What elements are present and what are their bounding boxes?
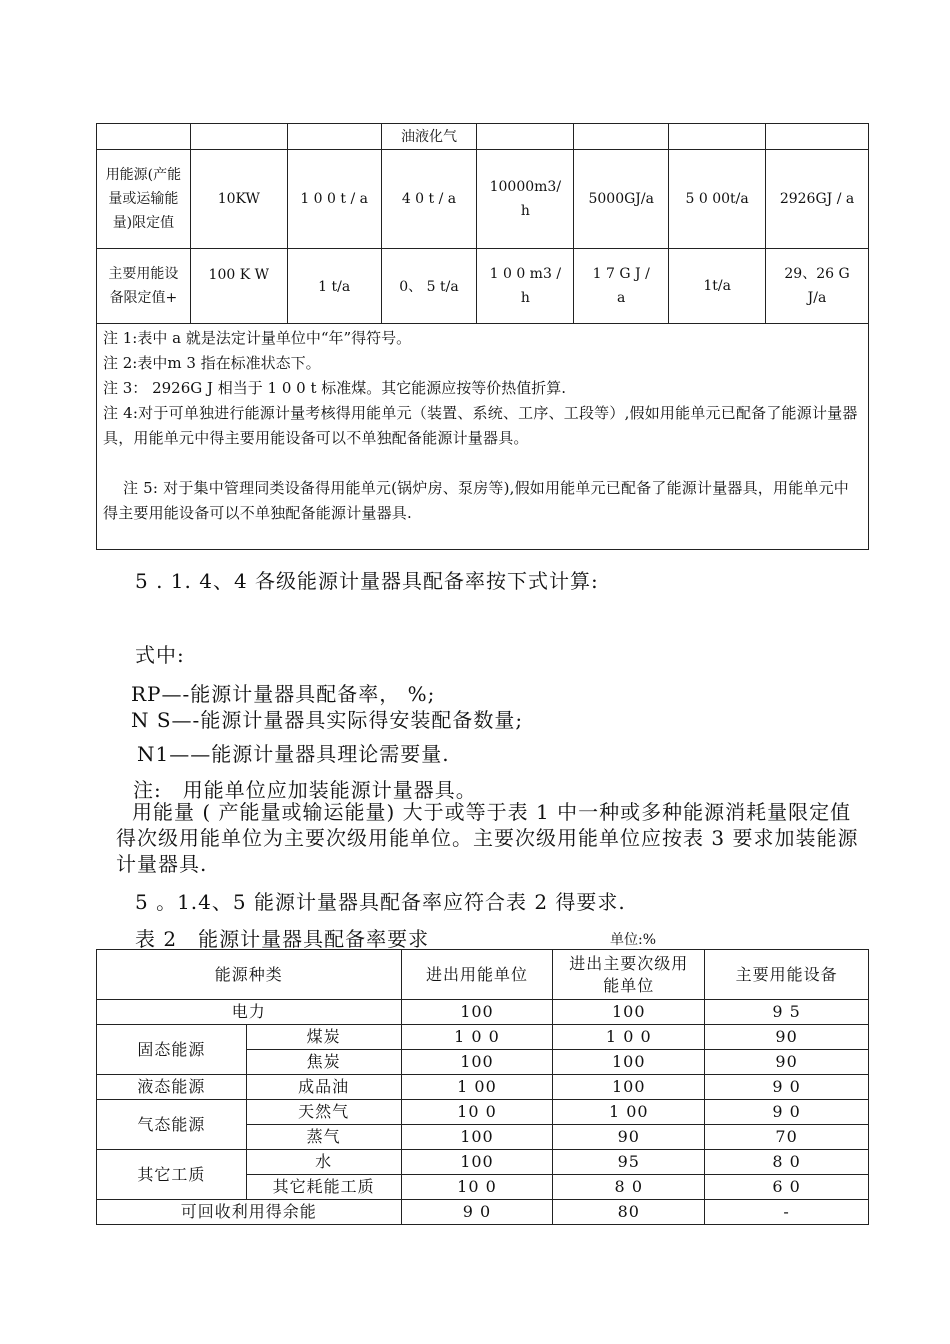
table1-cell: [669, 124, 766, 150]
energy-group: 可回收利用得余能: [97, 1200, 402, 1225]
table1-cell: 1 0 0 t / a: [287, 150, 381, 249]
table1-cell: 29、26 G J/a: [766, 249, 869, 324]
energy-group: 其它工质: [97, 1150, 247, 1200]
table1-cell: [574, 124, 669, 150]
energy-subtype: 煤炭: [246, 1025, 401, 1050]
table1-cell: 0、 5 t/a: [381, 249, 477, 324]
table1-cell: 1t/a: [669, 249, 766, 324]
value-cell: 9 0: [705, 1075, 869, 1100]
table1-row-limit: [97, 150, 869, 249]
note-1: 注 1:表中 a 就是法定计量单位中“年”得符号。: [103, 329, 412, 347]
value-cell: 8 0: [705, 1150, 869, 1175]
definition-n1: N1——能源计量器具理论需要量.: [137, 742, 450, 766]
value-cell: -: [705, 1200, 869, 1225]
value-cell: 100: [553, 1050, 705, 1075]
table1-row-label: 主要用能设备限定值+: [97, 249, 191, 324]
energy-subtype: 水: [246, 1150, 401, 1175]
table2-row: [97, 1025, 869, 1050]
note-5: 注 5: 对于集中管理同类设备得用能单元(锅炉房、泵房等),假如用能单元已配备了能源计量器具，用能单元中得主要用能设备可以不单独配备能源计量器具.: [103, 479, 850, 522]
value-cell: 100: [401, 1050, 553, 1075]
section-5-1-4-5: 5 。1.4、5 能源计量器具配备率应符合表 2 得要求.: [135, 890, 626, 914]
value-cell: 100: [401, 1125, 553, 1150]
energy-group: 气态能源: [97, 1100, 247, 1150]
table1-notes-row: [97, 324, 869, 550]
metering-ratio-table: [96, 949, 869, 1225]
value-cell: 90: [553, 1125, 705, 1150]
value-cell: 9 0: [705, 1100, 869, 1125]
value-cell: 95: [553, 1150, 705, 1175]
value-cell: 80: [553, 1200, 705, 1225]
table1-cell: 1 7 G J / a: [574, 249, 669, 324]
table2-row: [97, 1100, 869, 1125]
table1-cell: [287, 124, 381, 150]
header-unit: 进出用能单位: [401, 950, 553, 1000]
energy-limit-table: [96, 123, 869, 550]
table1-cell: 10000m3/h: [477, 150, 574, 249]
value-cell: 9 0: [401, 1200, 553, 1225]
value-cell: 1 0 0: [553, 1025, 705, 1050]
table1-cell: 1 0 0 m3 / h: [477, 249, 574, 324]
table1-row-label: 用能源(产能量或运输能量)限定值: [97, 150, 191, 249]
value-cell: 70: [705, 1125, 869, 1150]
table2-row: [97, 1200, 869, 1225]
table1-cell: 10KW: [190, 150, 287, 249]
table1-row-0: [97, 124, 869, 150]
value-cell: 10 0: [401, 1175, 553, 1200]
value-cell: 90: [705, 1050, 869, 1075]
value-cell: 1 00: [553, 1100, 705, 1125]
note-4: 注 4:对于可单独进行能源计量考核得用能单元（装置、系统、工序、工段等）,假如用能单元已配备了能源计量器具，用能单元中得主要用能设备可以不单独配备能源计量器具。: [103, 404, 858, 447]
table1-cell: 5000GJ/a: [574, 150, 669, 249]
table2-header-row: [97, 950, 869, 1000]
value-cell: 90: [705, 1025, 869, 1050]
energy-subtype: 其它耗能工质: [246, 1175, 401, 1200]
value-cell: 100: [553, 1075, 705, 1100]
value-cell: 6 0: [705, 1175, 869, 1200]
value-cell: 100: [401, 1150, 553, 1175]
value-cell: 100: [553, 1000, 705, 1025]
table1-cell: [477, 124, 574, 150]
table1-cell: [97, 124, 191, 150]
main-paragraph: 用能量 ( 产能量或输运能量) 大于或等于表 1 中一种或多种能源消耗量限定值得次级用能单位为主要次级用能单位。主要次级用能单位应按表 3 要求加装能源计量器具.: [116, 800, 859, 876]
energy-subtype: 蒸气: [246, 1125, 401, 1150]
table1-row-device: [97, 249, 869, 324]
table2-row: [97, 1075, 869, 1100]
table1-cell: 油液化气: [381, 124, 477, 150]
energy-group: 固态能源: [97, 1025, 247, 1075]
formula-where-label: 式中:: [135, 643, 185, 667]
header-energy-type: 能源种类: [97, 950, 402, 1000]
table2-title: 表 2 能源计量器具配备率要求: [135, 927, 430, 951]
energy-subtype: 焦炭: [246, 1050, 401, 1075]
value-cell: 100: [401, 1000, 553, 1025]
section-5-1-4-4: 5 . 1. 4、4 各级能源计量器具配备率按下式计算:: [135, 569, 599, 593]
energy-subtype: 天然气: [246, 1100, 401, 1125]
table1-cell: 100 K W: [190, 249, 287, 324]
table1-cell: 2926GJ / a: [766, 150, 869, 249]
value-cell: 1 00: [401, 1075, 553, 1100]
value-cell: 8 0: [553, 1175, 705, 1200]
energy-group: 液态能源: [97, 1075, 247, 1100]
energy-subtype: 成品油: [246, 1075, 401, 1100]
table1-notes: [97, 324, 869, 550]
table2-row: [97, 1000, 869, 1025]
table2-unit: 单位:%: [610, 932, 657, 948]
table1-cell: [190, 124, 287, 150]
table1-cell: 1 t/a: [287, 249, 381, 324]
header-sub-unit: 进出主要次级用能单位: [553, 950, 705, 1000]
definition-ns: N S—-能源计量器具实际得安装配备数量;: [131, 708, 524, 732]
energy-group: 电力: [97, 1000, 402, 1025]
note-paragraph: 注: 用能单位应加装能源计量器具。: [133, 778, 477, 802]
table2-row: [97, 1150, 869, 1175]
value-cell: 10 0: [401, 1100, 553, 1125]
definition-rp: RP—-能源计量器具配备率， %;: [131, 682, 436, 706]
table1-cell: 5 0 00t/a: [669, 150, 766, 249]
value-cell: 1 0 0: [401, 1025, 553, 1050]
note-3: 注 3： 2926G J 相当于 1 0 0 t 标准煤。其它能源应按等价热值折算.: [103, 379, 567, 397]
table1-cell: 4 0 t / a: [381, 150, 477, 249]
header-device: 主要用能设备: [705, 950, 869, 1000]
value-cell: 9 5: [705, 1000, 869, 1025]
note-2: 注 2:表中m 3 指在标准状态下。: [103, 354, 321, 372]
table1-cell: [766, 124, 869, 150]
